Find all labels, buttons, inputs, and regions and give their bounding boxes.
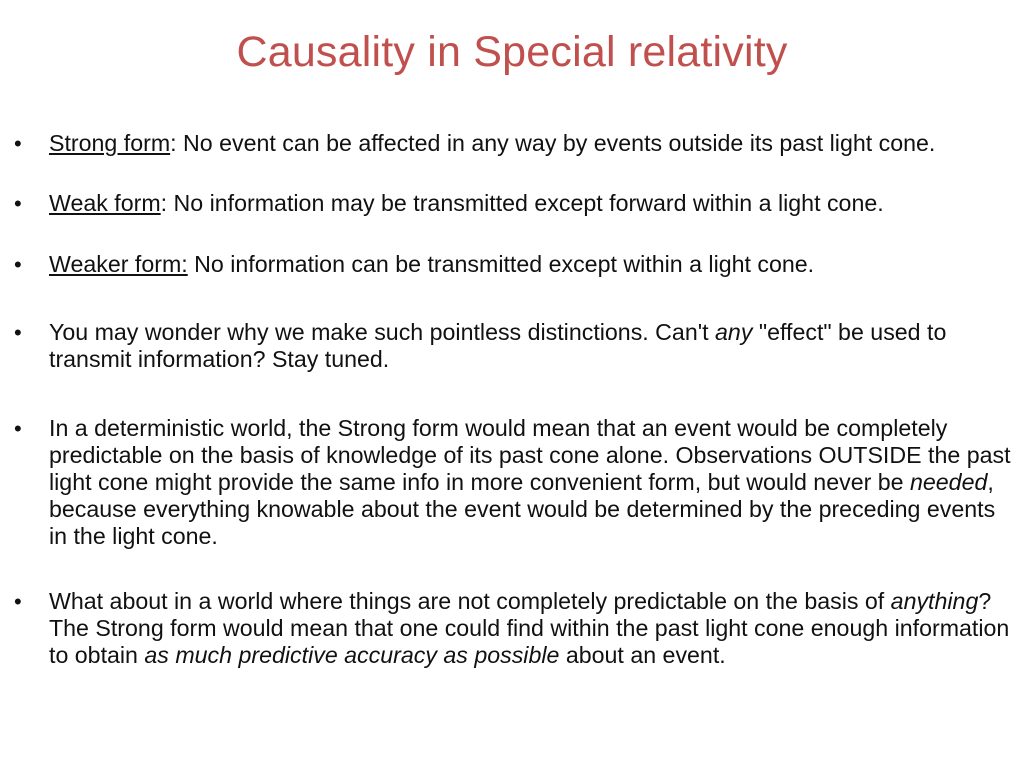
slide-title: Causality in Special relativity: [236, 28, 788, 76]
bullet-weaker-form: [14, 251, 1014, 278]
bullet-deterministic-world: [14, 415, 1014, 550]
term-strong-form: Strong form: [49, 130, 171, 156]
bullet-text: "effect" be used to transmit information? Stay tuned.: [49, 319, 947, 372]
bullet-dot-icon: •: [14, 191, 22, 216]
bullet-text: You may wonder why we make such pointless distinctions. Can't: [49, 319, 716, 345]
bullet-strong-form: [14, 130, 1014, 157]
bullet-text: ? The Strong form would mean that one could find within the past light cone enough information to obtain: [49, 588, 1010, 668]
bullet-dot-icon: •: [14, 252, 22, 277]
bullet-text: about an event.: [559, 642, 726, 668]
bullet-dot-icon: •: [14, 320, 22, 345]
bullet-text: In a deterministic world, the Strong form would mean that an event would be completely predictable on the basis of knowledge of its past cone alone. Observations OUTSIDE the past light cone might provide the same info in more convenient form, but would never be: [49, 415, 1011, 495]
emphasis-text: needed: [909, 469, 988, 495]
emphasis-text: any: [715, 319, 753, 345]
emphasis-text: anything: [890, 588, 979, 614]
emphasis-text: as much predictive accuracy as possible: [144, 642, 560, 668]
bullet-dot-icon: •: [14, 131, 22, 156]
bullet-weak-form: [14, 190, 1014, 217]
bullet-text: What about in a world where things are not completely predictable on the basis of: [49, 588, 891, 614]
bullet-text: , because everything knowable about the event would be determined by the preceding events in the light cone.: [49, 469, 996, 549]
bullet-text: : No event can be affected in any way by events outside its past light cone.: [170, 130, 936, 156]
bullet-text: No information can be transmitted except within a light cone.: [187, 251, 815, 277]
term-weaker-form: Weaker form:: [49, 251, 188, 277]
bullet-pointless-distinctions: [14, 319, 1014, 373]
term-weak-form: Weak form: [49, 190, 161, 216]
bullet-dot-icon: •: [14, 416, 22, 441]
bullet-unpredictable-world: [14, 588, 1014, 669]
bullet-list: [14, 130, 1014, 669]
bullet-text: : No information may be transmitted except forward within a light cone.: [160, 190, 884, 216]
bullet-dot-icon: •: [14, 589, 22, 614]
